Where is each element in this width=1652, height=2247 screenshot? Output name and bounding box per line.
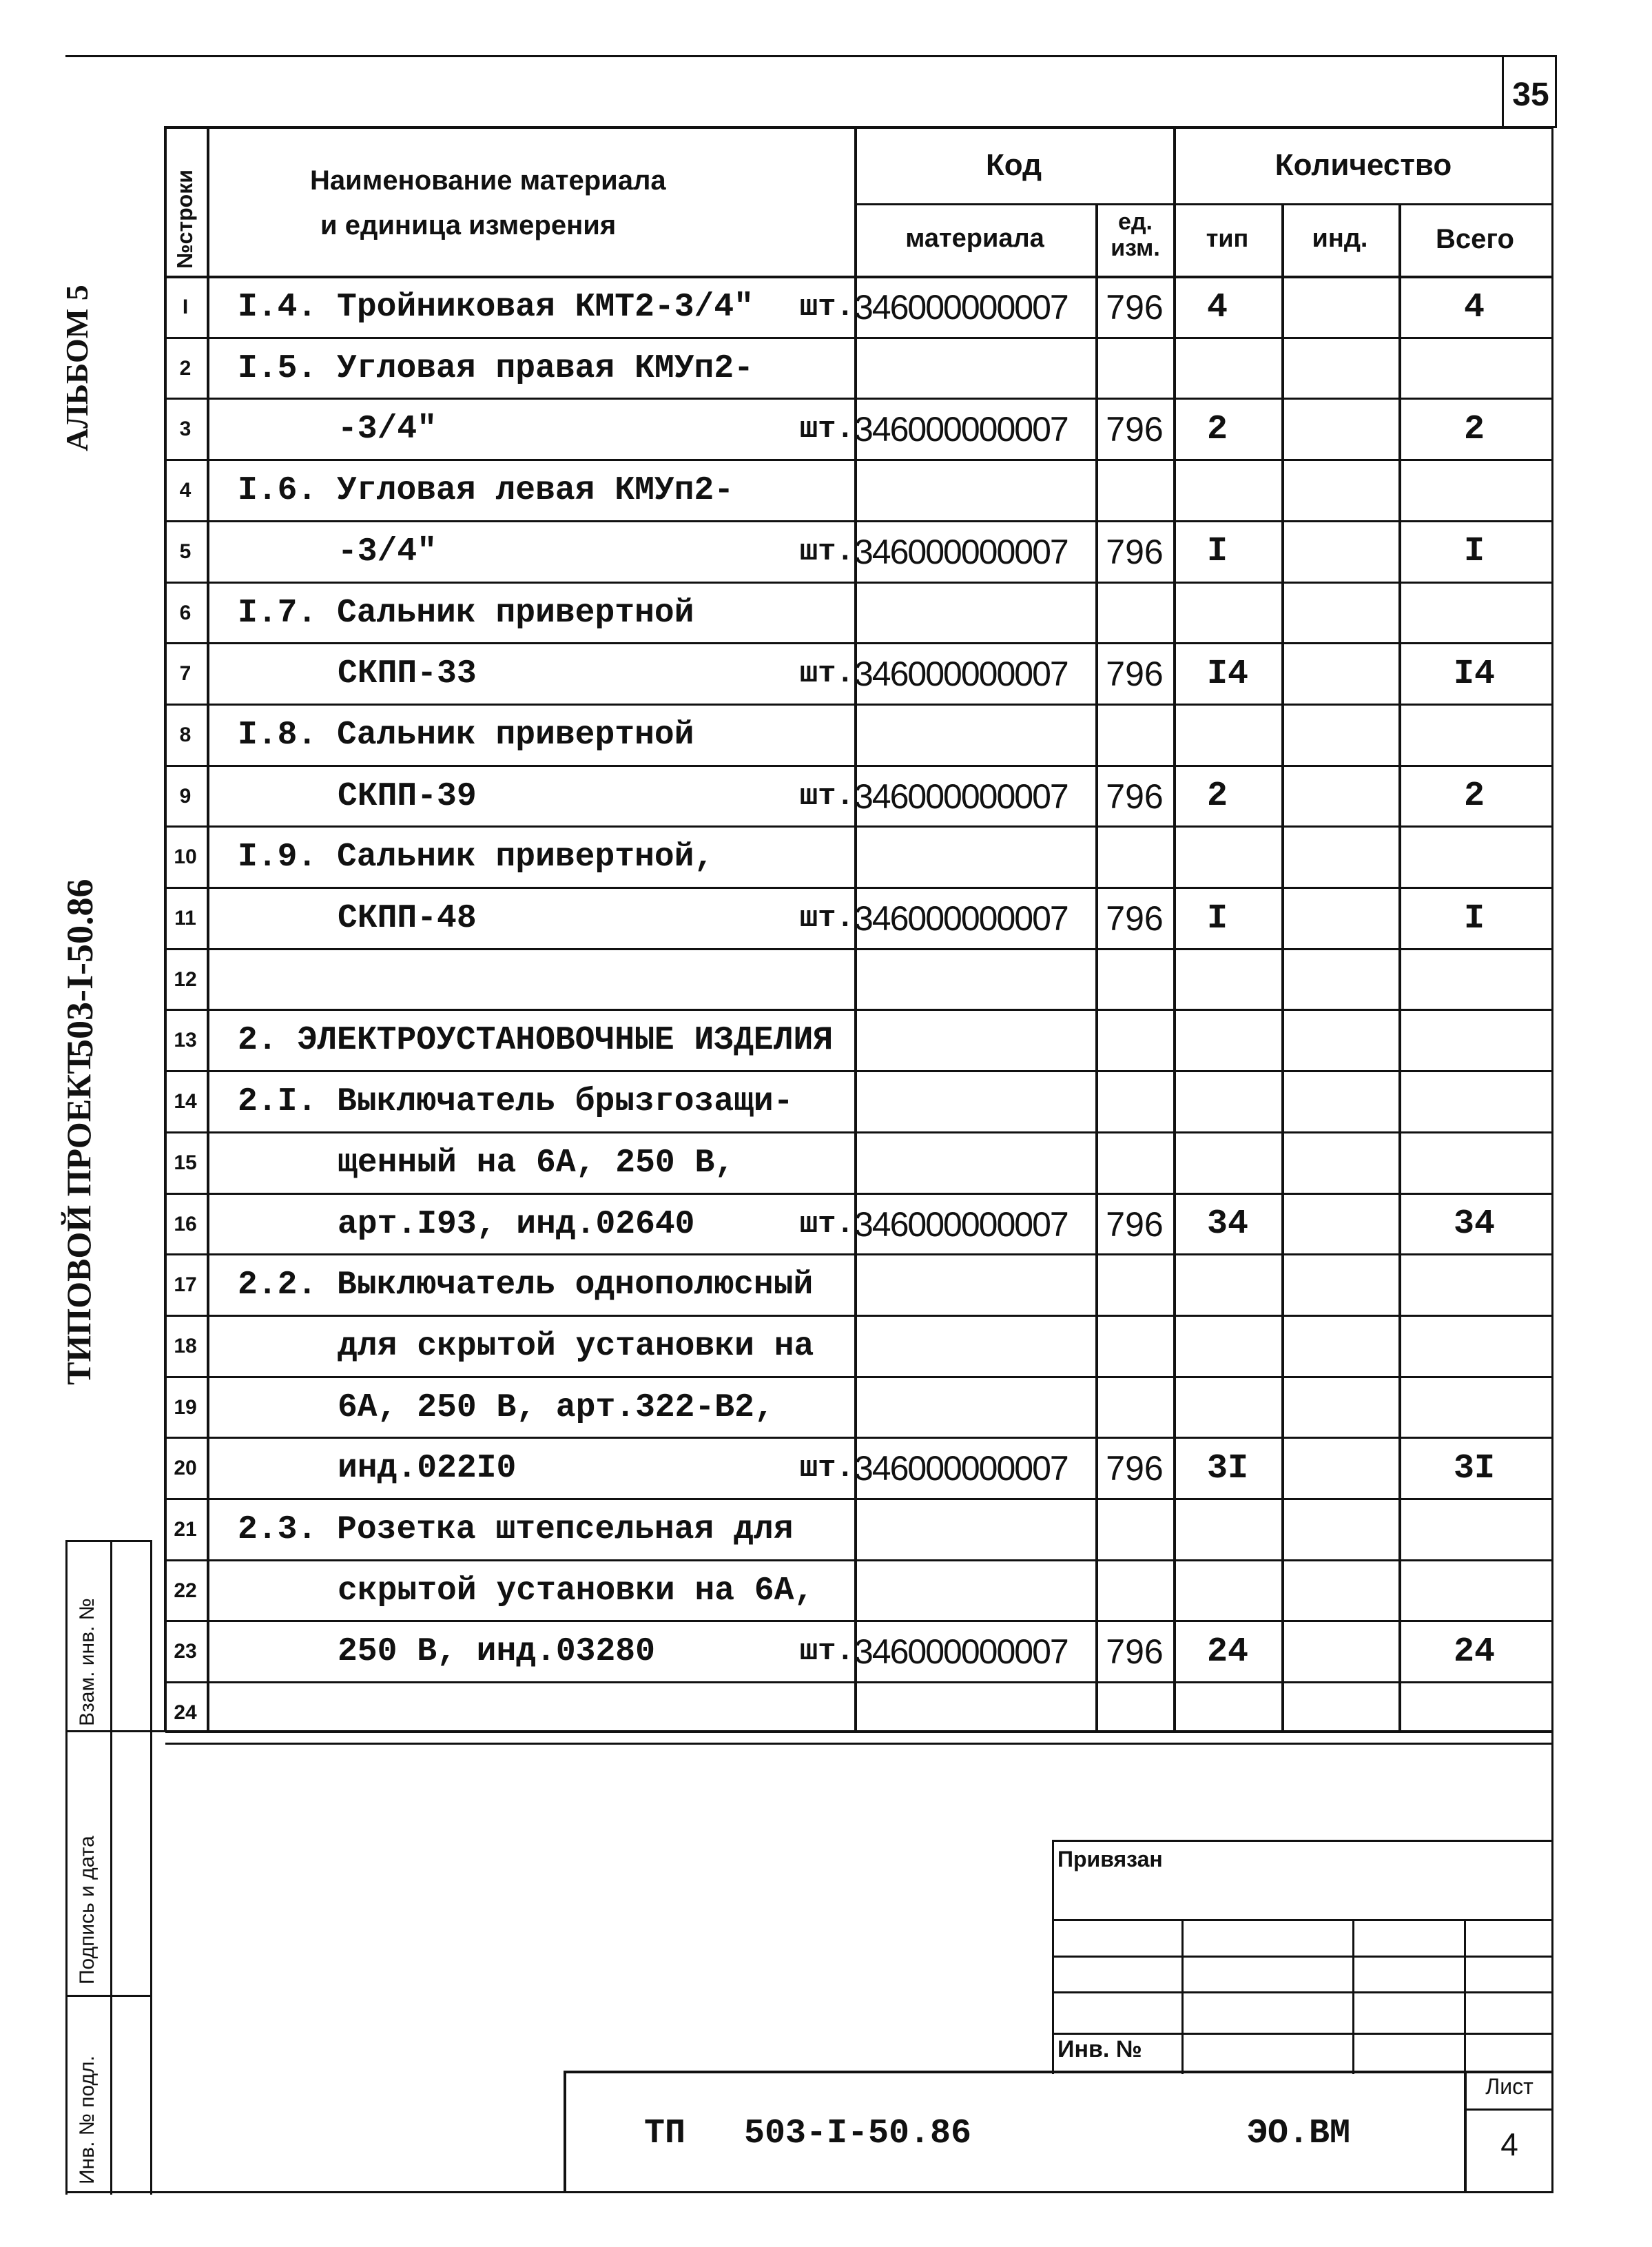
qty-type [1178,950,1281,1010]
material-code [854,460,1092,521]
row-number: 10 [174,845,197,869]
unit-label: шт. [799,1634,854,1670]
row-number: 6 [179,601,192,624]
material-code [854,1499,1092,1560]
unit-label [778,1255,854,1315]
material-name: 250 В, инд.03280 [338,1633,655,1671]
qty-type: 2 [1207,777,1228,817]
unit-code [1097,1255,1173,1315]
table-row [0,1071,1652,1132]
material-code [854,1377,1092,1438]
qty-total: I [1463,532,1485,572]
qty-total: 2 [1463,777,1485,817]
qty-total [1398,1071,1550,1132]
qty-type: 4 [1207,287,1228,327]
material-code: 346000000007 [854,1449,1068,1488]
designation: 503-I-50.86 [744,2114,972,2153]
unit-label [778,827,854,887]
unit-code [1097,827,1173,887]
row-number: 11 [174,907,196,930]
table-row [0,827,1652,887]
row-number: I [182,296,189,318]
qty-ind [1285,1683,1388,1743]
material-name: I.5. Угловая правая КМУп2- [238,349,754,387]
table-row [0,1010,1652,1071]
qty-total: I4 [1453,654,1495,694]
doc-code: ЭО.ВМ [1247,2114,1351,2153]
material-code [854,1071,1092,1132]
qty-total [1398,338,1550,399]
table-row [0,1133,1652,1193]
unit-code [1097,338,1173,399]
material-code [854,1255,1092,1315]
qty-ind [1285,766,1388,827]
material-code: 346000000007 [854,899,1068,938]
table-row [0,583,1652,644]
material-code: 346000000007 [854,777,1068,816]
material-name: СКПП-48 [338,900,477,937]
qty-type [1178,1499,1281,1560]
material-name: арт.I93, инд.02640 [338,1205,695,1243]
qty-ind [1285,1621,1388,1682]
unit-code [1097,583,1173,644]
stamp-signature-date: Подпись и дата [76,1836,99,1984]
qty-ind [1285,644,1388,704]
unit-code [1097,950,1173,1010]
material-name: I.8. Сальник привертной [238,716,694,754]
qty-type: 34 [1207,1204,1249,1244]
table-row [0,1561,1652,1621]
table-row [0,1377,1652,1438]
qty-ind [1285,1255,1388,1315]
header-qty-type: тип [1206,224,1249,252]
unit-label: шт. [799,1207,854,1242]
qty-ind [1285,460,1388,521]
material-code: 346000000007 [854,1632,1068,1672]
qty-type: I [1207,899,1228,938]
unit-label: шт. [799,1451,854,1486]
qty-type [1178,338,1281,399]
qty-ind [1285,399,1388,460]
row-number: 7 [179,662,192,686]
qty-ind [1285,1499,1388,1560]
material-code [854,1010,1092,1071]
row-number: 2 [179,356,192,380]
row-number: 21 [174,1518,197,1541]
qty-ind [1285,950,1388,1010]
unit-label [778,460,854,521]
qty-total: 34 [1453,1204,1495,1244]
material-code: 346000000007 [854,410,1068,449]
table-row [0,1621,1652,1682]
qty-ind [1285,1377,1388,1438]
unit-code: 796 [1106,288,1164,327]
inv-number-label: Инв. № [1057,2036,1142,2062]
unit-label [778,583,854,644]
qty-total: 4 [1463,287,1485,327]
qty-total: I [1463,899,1485,938]
material-name: 6А, 250 В, арт.322-В2, [338,1388,774,1426]
qty-ind [1285,583,1388,644]
qty-ind [1285,1071,1388,1132]
unit-code: 796 [1106,1449,1164,1488]
material-name: 2.3. Розетка штепсельная для [238,1511,794,1548]
table-row [0,399,1652,460]
material-name [238,1683,865,1743]
material-code [854,950,1092,1010]
material-code [854,1683,1092,1743]
unit-label: шт. [799,290,854,325]
material-name: I.6. Угловая левая КМУп2- [238,472,734,510]
table-row [0,1255,1652,1315]
qty-type: 3I [1207,1448,1249,1488]
table-row [0,644,1652,704]
unit-label [778,1561,854,1621]
material-name: I.7. Сальник привертной [238,594,694,632]
sheet-number: 4 [1500,2126,1518,2162]
sheet-label: Лист [1485,2074,1534,2099]
material-code: 346000000007 [854,655,1068,694]
qty-ind [1285,1438,1388,1499]
material-code [854,827,1092,887]
qty-total [1398,1561,1550,1621]
row-number: 20 [174,1457,197,1480]
qty-type [1178,1071,1281,1132]
unit-label [778,1377,854,1438]
unit-code: 796 [1106,655,1164,694]
table-row [0,1438,1652,1499]
qty-total [1398,1499,1550,1560]
unit-code: 796 [1106,410,1164,449]
qty-total [1398,827,1550,887]
row-number: 24 [174,1701,197,1725]
qty-type [1178,583,1281,644]
qty-type [1178,460,1281,521]
table-row [0,950,1652,1010]
material-code [854,1133,1092,1193]
qty-total [1398,1133,1550,1193]
row-number: 5 [179,540,192,563]
qty-type [1178,1133,1281,1193]
unit-code: 796 [1106,532,1164,571]
qty-ind [1285,1316,1388,1377]
header-qty-ind: инд. [1312,224,1368,253]
unit-code [1097,1071,1173,1132]
material-name: СКПП-33 [338,655,477,693]
album-label: АЛЬБОМ 5 [59,285,94,451]
unit-label [778,705,854,766]
unit-label [778,338,854,399]
table-row [0,1316,1652,1377]
qty-total [1398,1377,1550,1438]
unit-code: 796 [1106,899,1164,938]
material-name: 2. ЭЛЕКТРОУСТАНОВОЧНЫЕ ИЗДЕЛИЯ [238,1022,834,1060]
row-number: 15 [174,1151,197,1174]
qty-total [1398,583,1550,644]
unit-code [1097,1133,1173,1193]
qty-ind [1285,705,1388,766]
table-row [0,766,1652,827]
page-number: 35 [1512,76,1549,113]
material-name: -3/4" [338,411,437,449]
unit-label [778,1133,854,1193]
row-number: 16 [174,1212,197,1235]
material-code: 346000000007 [854,288,1068,327]
unit-label: шт. [799,534,854,569]
material-code [854,583,1092,644]
header-row-number: №строки [172,170,197,269]
qty-total [1398,1010,1550,1071]
table-row [0,888,1652,949]
qty-ind [1285,1194,1388,1255]
qty-type: I [1207,532,1228,572]
row-number: 12 [174,967,197,991]
material-name: щенный на 6А, 250 В, [338,1144,735,1182]
unit-code: 796 [1106,777,1164,816]
qty-ind [1285,888,1388,949]
qty-total [1398,1683,1550,1743]
unit-label [778,1071,854,1132]
material-code: 346000000007 [854,532,1068,571]
row-number: 4 [179,479,192,502]
designation-prefix: ТП [644,2114,686,2153]
qty-type [1178,827,1281,887]
qty-type: I4 [1207,654,1249,694]
row-number: 19 [174,1395,197,1419]
stamp-inv-original: Инв. № подл. [76,2055,99,2184]
unit-label [778,1010,854,1071]
project-type-vertical: ТИПОВОЙ ПРОЕКТ [59,1051,98,1385]
header-code: Код [985,148,1042,182]
doc-number-vertical: 503-I-50.86 [59,879,101,1058]
unit-code [1097,705,1173,766]
qty-type [1178,1316,1281,1377]
unit-code [1097,1499,1173,1560]
material-code [854,1316,1092,1377]
qty-type [1178,1010,1281,1071]
material-name: -3/4" [338,533,437,571]
qty-total [1398,1255,1550,1315]
material-name: I.4. Тройниковая КМТ2-3/4" [238,289,754,326]
unit-label [778,1499,854,1560]
unit-code [1097,1010,1173,1071]
header-qty-total: Всего [1436,224,1514,254]
unit-label: шт. [799,779,854,814]
table-row [0,1683,1652,1743]
row-number: 17 [174,1273,197,1297]
row-number: 23 [174,1640,197,1663]
qty-total [1398,460,1550,521]
material-code [854,338,1092,399]
qty-ind [1285,277,1388,338]
table-row [0,522,1652,582]
material-code: 346000000007 [854,1204,1068,1244]
table-row [0,338,1652,399]
material-name: I.9. Сальник привертной, [238,839,714,876]
qty-total [1398,950,1550,1010]
row-number: 18 [174,1334,197,1357]
material-name: СКПП-39 [338,777,477,815]
header-code-unit: ед. изм. [1111,209,1160,261]
unit-label: шт. [799,657,854,692]
qty-total: 3I [1453,1448,1495,1488]
qty-type: 24 [1207,1632,1249,1672]
qty-type [1178,1683,1281,1743]
qty-ind [1285,1010,1388,1071]
row-number: 14 [174,1090,197,1114]
unit-code [1097,1561,1173,1621]
qty-ind [1285,338,1388,399]
row-number: 13 [174,1029,197,1052]
qty-type [1178,1377,1281,1438]
table-row [0,1499,1652,1560]
unit-code [1097,1683,1173,1743]
unit-label [778,950,854,1010]
stamp-replace-inv: Взам. инв. № [76,1598,99,1726]
table-row [0,705,1652,766]
material-name: 2.2. Выключатель однополюсный [238,1266,814,1304]
qty-total: 24 [1453,1632,1495,1672]
material-code [854,1561,1092,1621]
table-row [0,460,1652,521]
qty-ind [1285,1133,1388,1193]
row-number: 9 [179,784,192,808]
qty-type [1178,1255,1281,1315]
table-row [0,1194,1652,1255]
row-number: 8 [179,723,192,746]
material-name: для скрытой установки на [338,1327,814,1365]
unit-label [778,1683,854,1743]
qty-total [1398,705,1550,766]
unit-label: шт. [799,901,854,936]
table-row [0,277,1652,338]
qty-type [1178,1561,1281,1621]
unit-code: 796 [1106,1632,1164,1672]
qty-type [1178,705,1281,766]
row-number: 22 [174,1579,197,1602]
material-name: инд.022I0 [338,1450,517,1488]
qty-ind [1285,1561,1388,1621]
unit-code [1097,1316,1173,1377]
qty-total: 2 [1463,409,1485,449]
unit-label [778,1316,854,1377]
bound-label: Привязан [1057,1847,1163,1871]
qty-ind [1285,827,1388,887]
material-code [854,705,1092,766]
unit-code [1097,460,1173,521]
unit-code: 796 [1106,1204,1164,1244]
material-name: 2.I. Выключатель брызгозащи- [238,1083,794,1121]
header-name-line2: и единица измерения [320,210,617,240]
unit-label: шт. [799,412,854,447]
header-name-line1: Наименование материала [310,165,666,196]
qty-type: 2 [1207,409,1228,449]
material-name: скрытой установки на 6А, [338,1572,814,1610]
qty-ind [1285,522,1388,582]
header-quantity: Количество [1274,148,1452,182]
unit-code [1097,1377,1173,1438]
material-name [238,950,865,1010]
qty-total [1398,1316,1550,1377]
header-code-material: материала [905,224,1044,253]
row-number: 3 [179,418,192,441]
